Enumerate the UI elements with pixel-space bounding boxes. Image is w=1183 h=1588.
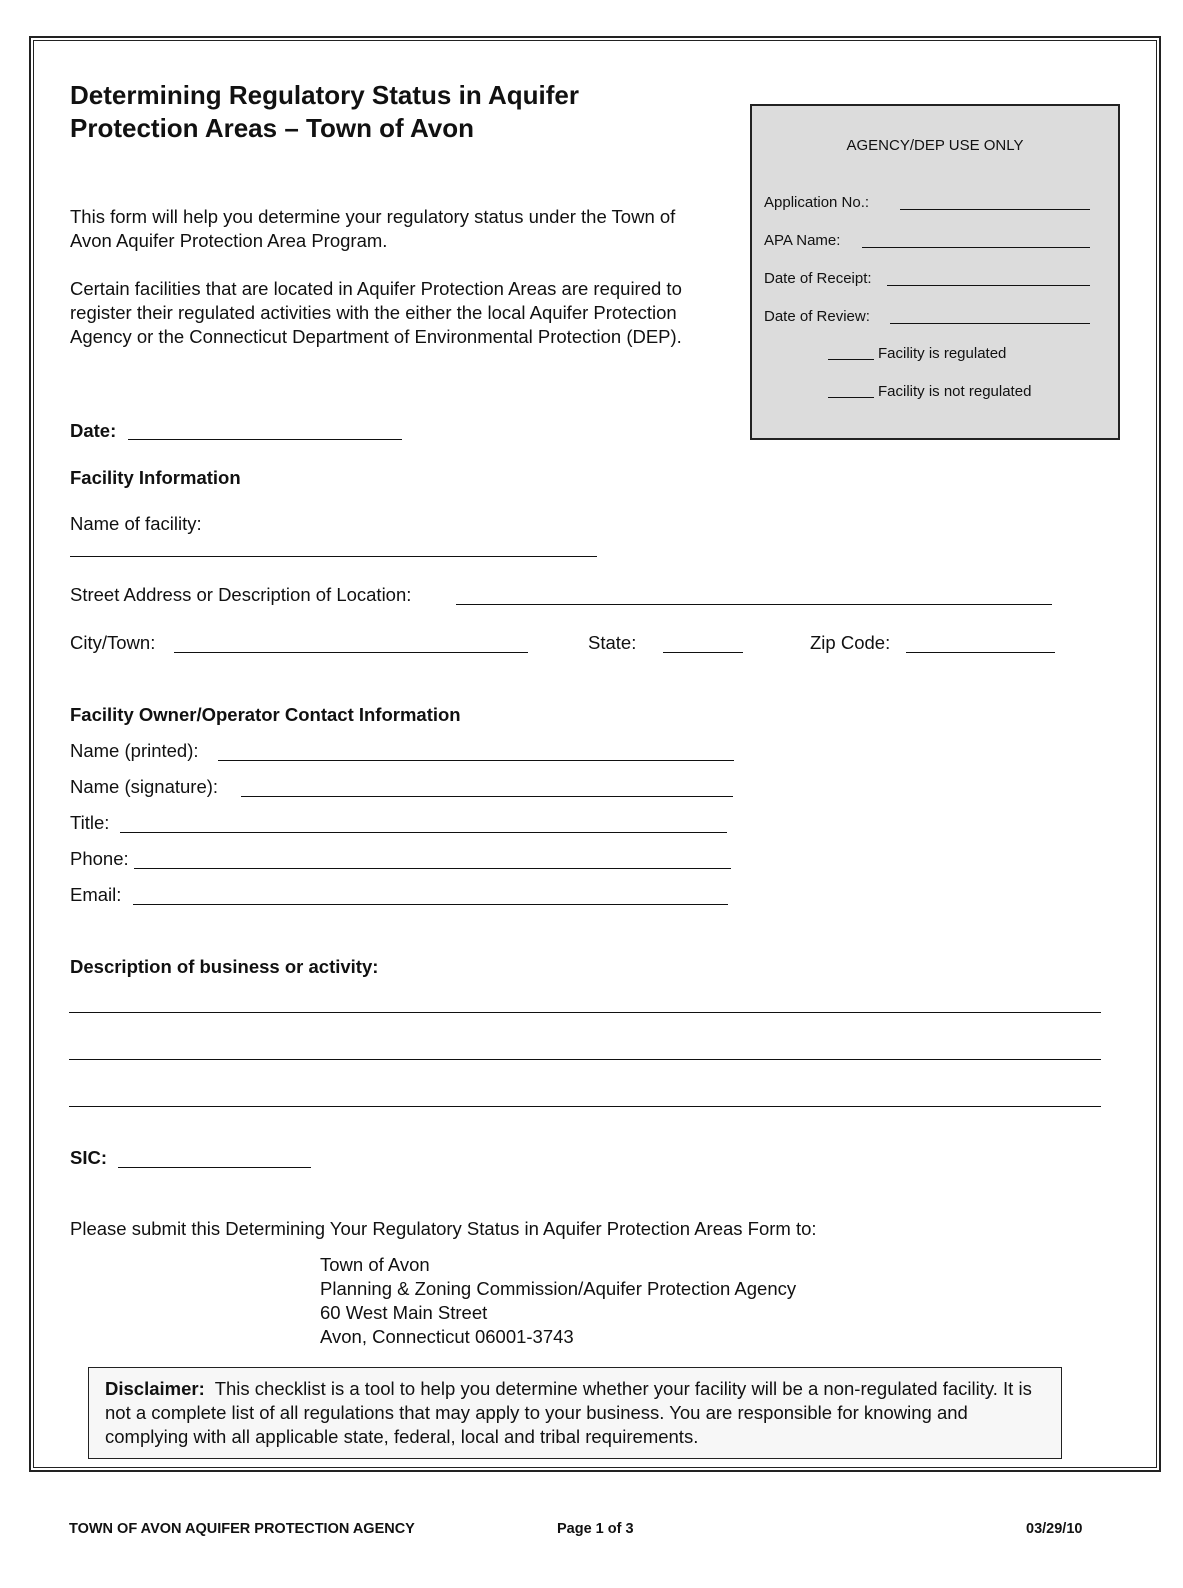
city-field[interactable] xyxy=(174,652,528,653)
facility-info-heading: Facility Information xyxy=(70,467,241,488)
description-line-1[interactable] xyxy=(69,1012,1101,1013)
title-label: Title: xyxy=(70,812,110,833)
zip-field[interactable] xyxy=(906,652,1055,653)
owner-info-heading: Facility Owner/Operator Contact Information xyxy=(70,704,461,725)
agency-use-only-box xyxy=(750,104,1120,440)
date-label: Date: xyxy=(70,420,117,441)
form-title: Determining Regulatory Status in Aquifer Protection Areas – Town of Avon xyxy=(70,80,579,143)
address-line-3: 60 West Main Street xyxy=(320,1302,488,1323)
disclaimer-label: Disclaimer: xyxy=(105,1378,205,1399)
name-printed-label: Name (printed): xyxy=(70,740,199,761)
not-regulated-label: Facility is not regulated xyxy=(878,383,1032,400)
date-review-field[interactable] xyxy=(890,323,1090,324)
apa-name-field[interactable] xyxy=(862,247,1090,248)
name-signature-field[interactable] xyxy=(241,796,733,797)
sic-field[interactable] xyxy=(118,1167,311,1168)
intro-paragraph-2: Certain facilities that are located in Aquifer Protection Areas are required to register their regulated activities with the either the local Aquifer Protection Agency or the Connecticut Department of Environmental Protection (DEP). xyxy=(70,278,682,347)
facility-name-label: Name of facility: xyxy=(70,513,202,534)
apa-name-label: APA Name: xyxy=(764,232,841,249)
footer-date: 03/29/10 xyxy=(1026,1521,1083,1537)
zip-label: Zip Code: xyxy=(810,632,891,653)
address-line-1: Town of Avon xyxy=(320,1254,430,1275)
date-receipt-field[interactable] xyxy=(887,285,1090,286)
street-address-field[interactable] xyxy=(456,604,1052,605)
phone-label: Phone: xyxy=(70,848,129,869)
disclaimer-box xyxy=(88,1367,1062,1459)
title-field[interactable] xyxy=(120,832,727,833)
disclaimer-text: This checklist is a tool to help you determine whether your facility will be a non-regulated facility. It is not a complete list of all regulations that may apply to your business. You are responsible for knowing and complying with all applicable state, federal, local and tribal requirements. xyxy=(105,1378,1032,1447)
regulated-label: Facility is regulated xyxy=(878,345,1007,362)
sic-label: SIC: xyxy=(70,1147,107,1168)
phone-field[interactable] xyxy=(134,868,731,869)
facility-not-regulated-option[interactable] xyxy=(828,383,1031,400)
description-line-3[interactable] xyxy=(69,1106,1101,1107)
address-line-4: Avon, Connecticut 06001-3743 xyxy=(320,1326,574,1347)
facility-name-field[interactable] xyxy=(70,556,597,557)
footer-page-number: Page 1 of 3 xyxy=(557,1521,634,1537)
date-receipt-label: Date of Receipt: xyxy=(764,270,872,287)
street-address-label: Street Address or Description of Location: xyxy=(70,584,412,605)
name-signature-label: Name (signature): xyxy=(70,776,219,797)
date-review-label: Date of Review: xyxy=(764,308,870,325)
date-field[interactable] xyxy=(128,439,402,440)
city-label: City/Town: xyxy=(70,632,156,653)
facility-regulated-option[interactable] xyxy=(828,345,1006,362)
agency-box-heading: AGENCY/DEP USE ONLY xyxy=(846,137,1024,154)
state-field[interactable] xyxy=(663,652,743,653)
not-regulated-check-blank[interactable] xyxy=(828,397,874,398)
application-no-field[interactable] xyxy=(900,209,1090,210)
description-label: Description of business or activity: xyxy=(70,956,379,977)
intro-paragraph-1: This form will help you determine your regulatory status under the Town of Avon Aquifer Protection Area Program. xyxy=(70,206,676,251)
email-label: Email: xyxy=(70,884,122,905)
regulated-check-blank[interactable] xyxy=(828,359,874,360)
email-field[interactable] xyxy=(133,904,728,905)
state-label: State: xyxy=(588,632,637,653)
application-no-label: Application No.: xyxy=(764,194,870,211)
name-printed-field[interactable] xyxy=(218,760,734,761)
footer-agency: TOWN OF AVON AQUIFER PROTECTION AGENCY xyxy=(69,1521,415,1537)
description-line-2[interactable] xyxy=(69,1059,1101,1060)
submit-instruction: Please submit this Determining Your Regulatory Status in Aquifer Protection Areas Form to: xyxy=(70,1218,817,1239)
address-line-2: Planning & Zoning Commission/Aquifer Protection Agency xyxy=(320,1278,797,1299)
